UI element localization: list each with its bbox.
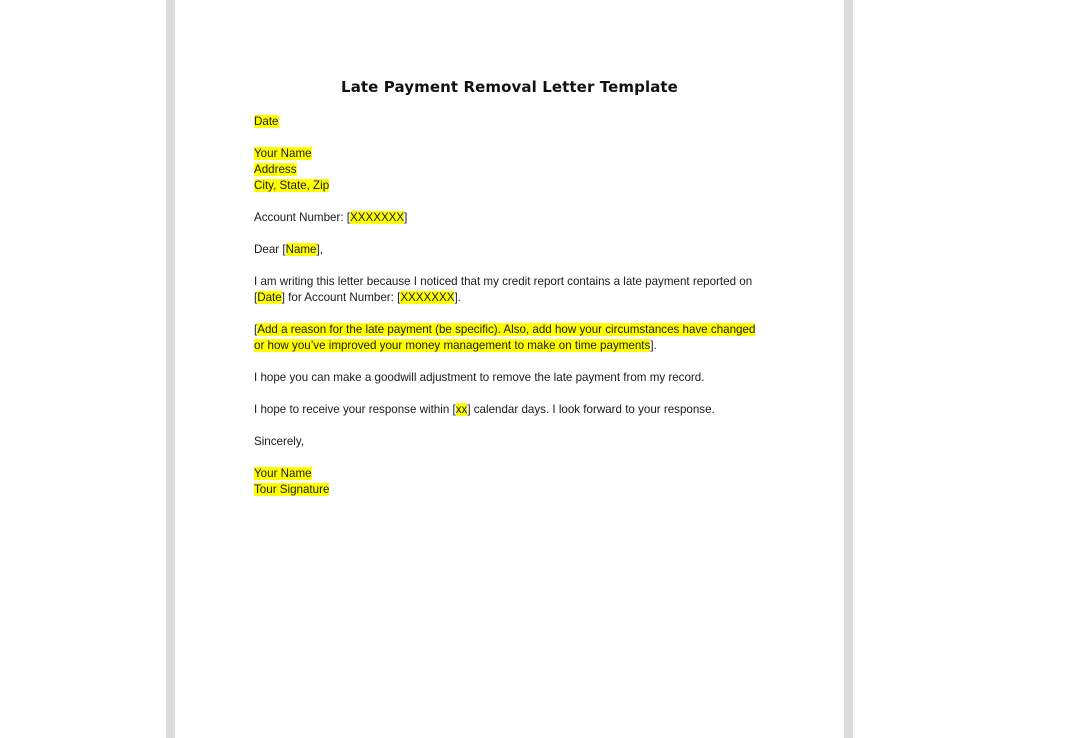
sender-name: Your Name [254,147,312,160]
response-days-placeholder: xx [455,403,468,416]
request-paragraph [254,370,774,386]
intro-close-bracket: ]. [454,291,461,304]
recipient-name-placeholder: Name [285,243,317,256]
reason-paragraph [254,322,774,354]
sender-address: Address [254,163,297,176]
intro-paragraph [254,274,774,306]
reason-open-bracket: [ [254,323,258,336]
response-paragraph [254,402,774,418]
signoff-block [254,466,774,498]
salutation-prefix: Dear [ [254,243,286,256]
intro-account-placeholder: XXXXXXX [400,291,455,304]
closing [254,434,774,450]
date-paragraph [254,114,774,130]
account-number-close: ] [404,211,408,224]
closing-text: Sincerely, [254,435,305,448]
document-page [175,0,844,738]
account-number-placeholder: XXXXXXX [350,211,405,224]
sender-block [254,146,774,194]
request-text: I hope you can make a goodwill adjustment to remove the late payment from my record. [254,371,705,384]
reason-line-2: or how you’ve improved your money management to make on time payments [254,339,651,352]
intro-date-placeholder: Date [257,291,282,304]
signoff-name: Your Name [254,467,312,480]
intro-line-1: I am writing this letter because I noticed that my credit report contains a late payment reported on [254,275,753,288]
intro-mid-text: ] for Account Number: [ [281,291,401,304]
reason-line-1: Add a reason for the late payment (be specific). Also, add how your circumstances have changed [257,323,756,336]
sender-city-state-zip: City, State, Zip [254,179,330,192]
account-number-label: Account Number: [ [254,211,351,224]
salutation-suffix: ], [316,243,323,256]
page-shadow-left [166,0,175,738]
intro-open-bracket: [ [254,291,258,304]
reason-close-bracket: ]. [650,339,657,352]
response-suffix: ] calendar days. I look forward to your response. [467,403,715,416]
account-number-paragraph [254,210,774,226]
letter-body [254,114,774,514]
date-placeholder: Date [254,115,279,128]
page-shadow-right [844,0,853,738]
salutation [254,242,774,258]
document-title: Late Payment Removal Letter Template [341,78,678,96]
response-prefix: I hope to receive your response within [ [254,403,456,416]
signoff-signature: Tour Signature [254,483,330,496]
